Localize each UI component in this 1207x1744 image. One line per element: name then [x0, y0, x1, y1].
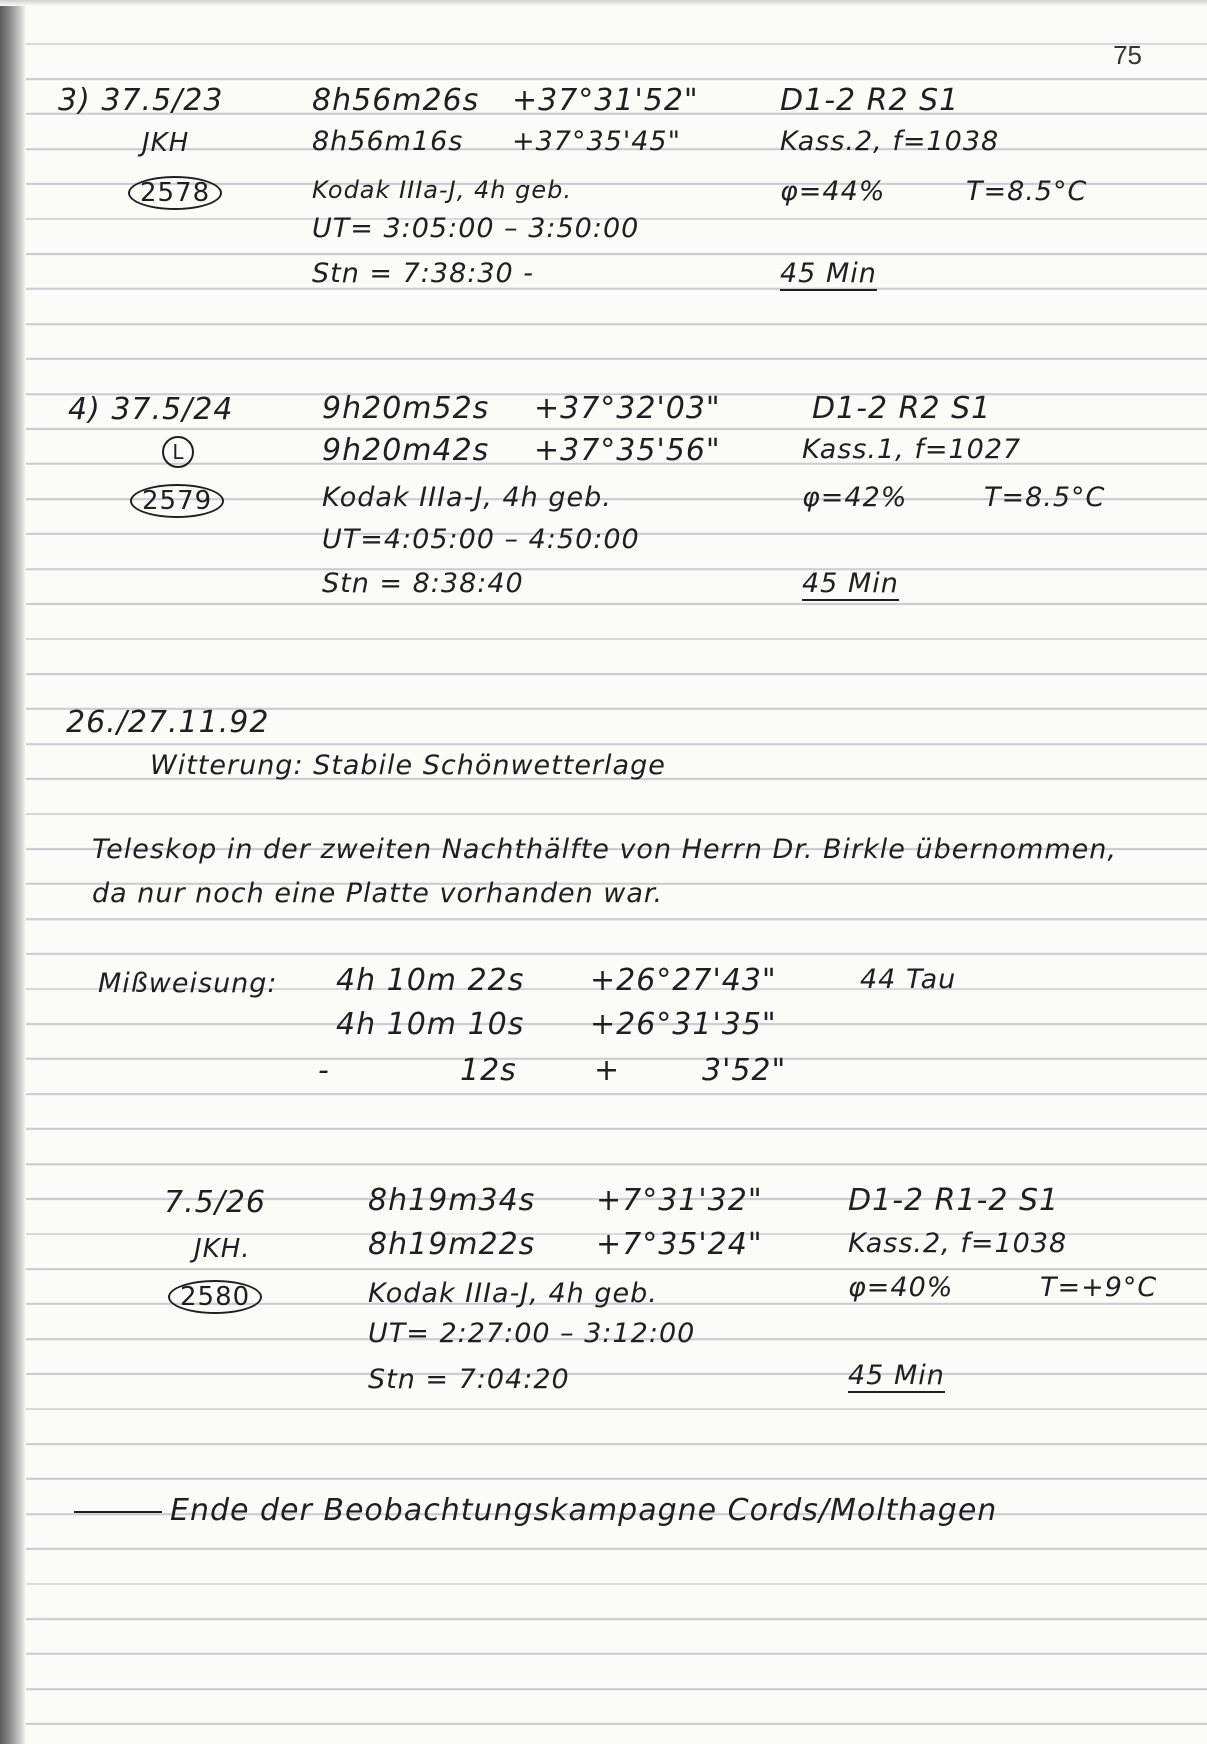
- entry4-plate: 2579: [130, 484, 224, 518]
- entry5-duration: 45 Min: [848, 1360, 945, 1391]
- entry4-humidity: φ=42%: [802, 482, 908, 513]
- page-edge: [0, 0, 1207, 6]
- entry3-st: Stn = 7:38:30 -: [312, 258, 535, 289]
- entry3-observer: JKH: [142, 128, 190, 158]
- entry3-emulsion: Kodak IIIa-J, 4h geb.: [312, 176, 572, 204]
- entry4-setup: D1-2 R2 S1: [812, 391, 992, 426]
- misweisung-diff-sign-ra: -: [318, 1053, 330, 1088]
- entry5-st: Stn = 7:04:20: [368, 1364, 570, 1395]
- entry4-ra1: 9h20m52s: [322, 391, 490, 426]
- entry5-ut: UT= 2:27:00 – 3:12:00: [368, 1318, 696, 1349]
- entry5-cassette: Kass.2, f=1038: [848, 1228, 1068, 1259]
- closing-line: Ende der Beobachtungskampagne Cords/Molthagen: [170, 1493, 998, 1528]
- entry3-duration: 45 Min: [780, 258, 877, 289]
- entry4-cassette: Kass.1, f=1027: [802, 434, 1022, 465]
- entry3-cassette: Kass.2, f=1038: [780, 126, 1000, 157]
- misweisung-ra1: 4h 10m 22s: [336, 963, 525, 998]
- entry4-observer: L: [162, 436, 194, 468]
- entry3-setup: D1-2 R2 S1: [780, 83, 960, 118]
- entry3-dec1: +37°31'52": [512, 83, 699, 118]
- entry3-temp: T=8.5°C: [966, 176, 1088, 207]
- night-date: 26./27.11.92: [66, 705, 270, 740]
- entry3-id: 3) 37.5/23: [58, 83, 224, 118]
- entry4-temp: T=8.5°C: [984, 482, 1106, 513]
- entry4-st: Stn = 8:38:40: [322, 568, 524, 599]
- misweisung-label: Mißweisung:: [98, 968, 278, 999]
- entry3-ra1: 8h56m26s: [312, 83, 480, 118]
- entry5-plate: 2580: [168, 1280, 262, 1314]
- closing-dash: [74, 1511, 162, 1513]
- misweisung-dec2: +26°31'35": [590, 1007, 777, 1042]
- telescope-note-line1: Teleskop in der zweiten Nachthälfte von Herrn Dr. Birkle übernommen,: [92, 834, 1117, 865]
- misweisung-dec1: +26°27'43": [590, 963, 777, 998]
- misweisung-diff-sign-dec: +: [594, 1053, 621, 1088]
- entry3-humidity: φ=44%: [780, 176, 886, 207]
- entry3-plate: 2578: [128, 176, 222, 210]
- entry5-emulsion: Kodak IIIa-J, 4h geb.: [368, 1278, 658, 1309]
- entry5-dec1: +7°31'32": [596, 1183, 763, 1218]
- entry5-ra1: 8h19m34s: [368, 1183, 536, 1218]
- entry3-dec2: +37°35'45": [512, 126, 682, 157]
- page-number: 75: [1113, 40, 1142, 70]
- entry4-ut: UT=4:05:00 – 4:50:00: [322, 524, 640, 555]
- entry4-duration: 45 Min: [802, 568, 899, 599]
- misweisung-ra2: 4h 10m 10s: [336, 1007, 525, 1042]
- entry4-emulsion: Kodak IIIa-J, 4h geb.: [322, 482, 612, 513]
- entry5-humidity: φ=40%: [848, 1272, 954, 1303]
- weather-note: Witterung: Stabile Schönwetterlage: [150, 750, 666, 781]
- misweisung-diff-ra: 12s: [460, 1053, 517, 1088]
- entry3-ra2: 8h56m16s: [312, 126, 464, 157]
- binding-strip: [0, 0, 26, 1744]
- entry5-ra2: 8h19m22s: [368, 1227, 536, 1262]
- misweisung-diff-dec: 3'52": [702, 1053, 787, 1088]
- entry5-id: 7.5/26: [164, 1185, 266, 1220]
- entry5-observer: JKH.: [194, 1234, 251, 1264]
- entry4-ra2: 9h20m42s: [322, 433, 490, 468]
- entry3-ut: UT= 3:05:00 – 3:50:00: [312, 213, 640, 244]
- entry4-dec2: +37°35'56": [534, 433, 721, 468]
- entry5-dec2: +7°35'24": [596, 1227, 763, 1262]
- entry5-temp: T=+9°C: [1040, 1272, 1158, 1303]
- telescope-note-line2: da nur noch eine Platte vorhanden war.: [92, 878, 664, 909]
- entry5-setup: D1-2 R1-2 S1: [848, 1183, 1060, 1218]
- entry4-dec1: +37°32'03": [534, 391, 721, 426]
- misweisung-star: 44 Tau: [860, 964, 957, 995]
- entry4-id: 4) 37.5/24: [68, 392, 234, 427]
